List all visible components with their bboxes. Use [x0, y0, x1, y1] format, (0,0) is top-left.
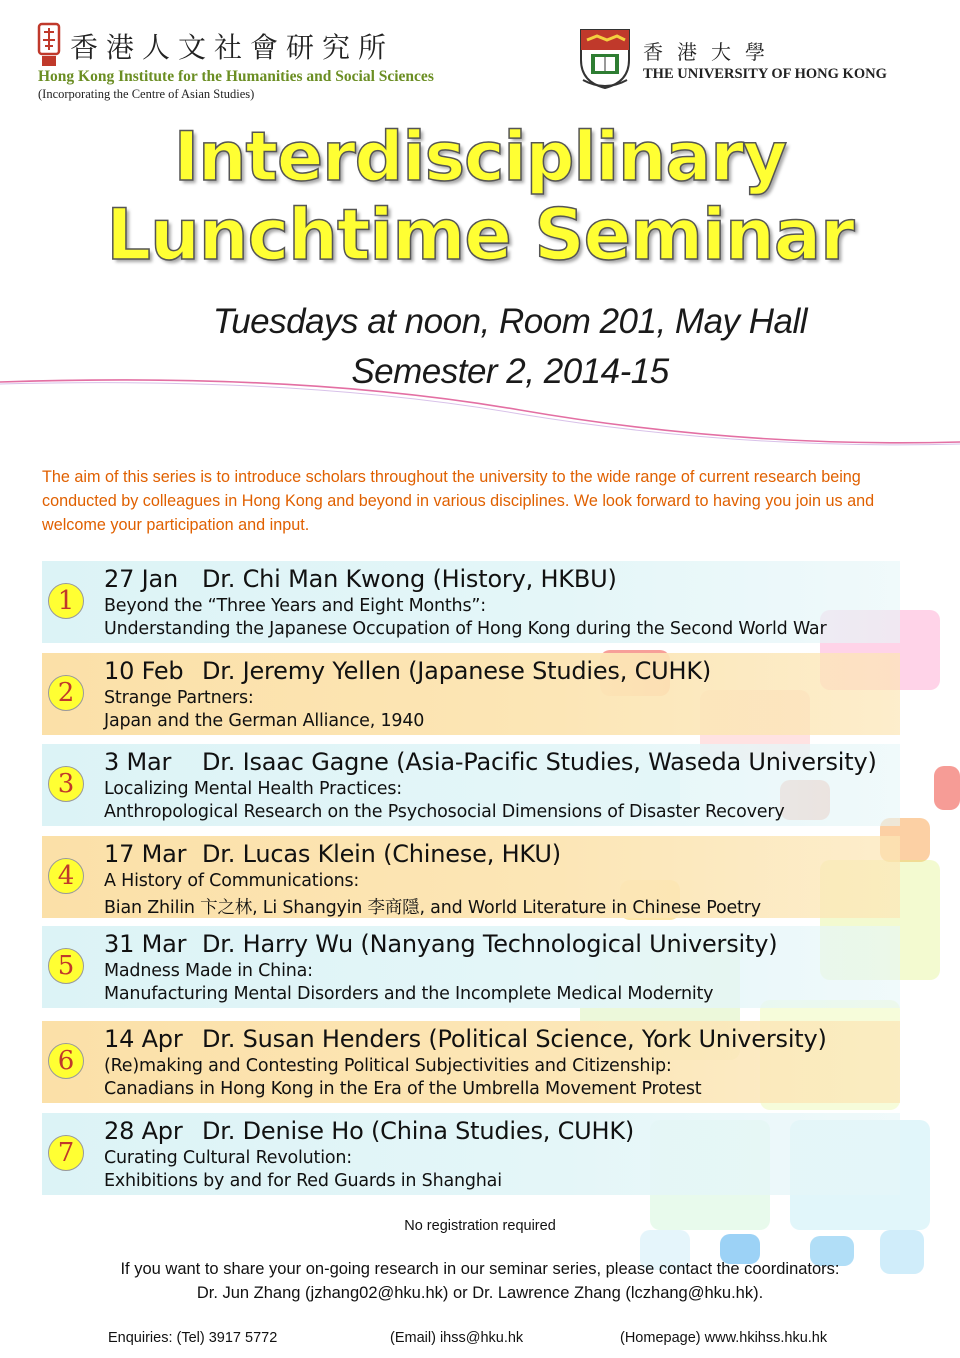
institute-seal-logo	[36, 22, 62, 68]
seminar-speaker: Dr. Chi Man Kwong (History, HKBU)	[202, 565, 617, 593]
seminar-number-badge: 6	[48, 1043, 84, 1079]
enquiries-homepage: (Homepage) www.hkihss.hku.hk	[620, 1330, 828, 1346]
seminar-number-badge: 2	[48, 675, 84, 711]
seminar-title-line-1: (Re)making and Contesting Political Subjectivities and Citizenship:	[104, 1056, 672, 1076]
seminar-speaker: Dr. Lucas Klein (Chinese, HKU)	[202, 840, 561, 868]
decor-square	[934, 766, 960, 810]
seminar-row-3	[42, 744, 900, 826]
seminar-date: 14 Apr	[104, 1025, 183, 1053]
share-line-1: If you want to share your on-going research in our seminar series, please contact the coordinators:	[120, 1260, 840, 1278]
seminar-heading	[104, 840, 561, 868]
seminar-date: 10 Feb	[104, 657, 184, 685]
title-line-2: Lunchtime Seminar	[106, 194, 854, 276]
decorative-swoosh	[0, 370, 960, 450]
seminar-row-2	[42, 653, 900, 735]
seminar-date: 31 Mar	[104, 930, 187, 958]
seminar-row-6	[42, 1021, 900, 1103]
enquiries-email: (Email) ihss@hku.hk	[390, 1330, 524, 1346]
seminar-row-1	[42, 561, 900, 643]
institute-english-name: Hong Kong Institute for the Humanities and Social Sciences	[38, 68, 434, 85]
seminar-number-badge: 4	[48, 858, 84, 894]
hku-crest-logo	[577, 26, 633, 90]
seminar-title-line-2: Anthropological Research on the Psychosocial Dimensions of Disaster Recovery	[104, 802, 785, 822]
institute-subtitle: (Incorporating the Centre of Asian Studies)	[38, 87, 255, 101]
seminar-heading	[104, 930, 777, 958]
seminar-title-line-2: Japan and the German Alliance, 1940	[104, 711, 425, 731]
series-aim-paragraph: The aim of this series is to introduce scholars throughout the university to the wide range of current research being conducted by colleagues in Hong Kong and beyond in various disciplines. We look forward to having you join us and welcome your participation and input.	[42, 468, 875, 534]
seminar-heading	[104, 657, 711, 685]
seminar-title-line-2: Canadians in Hong Kong in the Era of the Umbrella Movement Protest	[104, 1079, 702, 1099]
seminar-row-7	[42, 1113, 900, 1195]
title-line-1: Interdisciplinary	[173, 118, 787, 197]
seminar-title-line-1: Localizing Mental Health Practices:	[104, 779, 402, 799]
seminar-date: 3 Mar	[104, 748, 172, 776]
seminar-title-line-1: A History of Communications:	[104, 871, 360, 891]
seminar-number-badge: 5	[48, 948, 84, 984]
seminar-date: 28 Apr	[104, 1117, 183, 1145]
seminar-title-line-1: Curating Cultural Revolution:	[104, 1148, 352, 1168]
seminar-row-5	[42, 926, 900, 1008]
university-english-name: THE UNIVERSITY OF HONG KONG	[643, 66, 887, 82]
seminar-heading	[104, 748, 877, 776]
schedule-line: Tuesdays at noon, Room 201, May Hall	[212, 302, 808, 341]
seminar-title-line-2: Manufacturing Mental Disorders and the Incomplete Medical Modernity	[104, 984, 714, 1004]
seminar-heading	[104, 1117, 634, 1145]
seminar-speaker: Dr. Isaac Gagne (Asia-Pacific Studies, Waseda University)	[202, 748, 877, 776]
seminar-title-line-1: Madness Made in China:	[104, 961, 313, 981]
seminar-title-line-1: Beyond the “Three Years and Eight Months”:	[104, 596, 486, 616]
seminar-speaker: Dr. Susan Henders (Political Science, York University)	[202, 1025, 827, 1053]
seminar-heading	[104, 1025, 827, 1053]
seminar-title-line-2: Bian Zhilin 卞之林, Li Shangyin 李商隱, and World Literature in Chinese Poetry	[104, 898, 761, 918]
seminar-title-line-2: Understanding the Japanese Occupation of Hong Kong during the Second World War	[104, 619, 827, 639]
seminar-heading	[104, 565, 617, 593]
share-line-2: Dr. Jun Zhang (jzhang02@hku.hk) or Dr. Lawrence Zhang (lczhang@hku.hk).	[196, 1284, 764, 1302]
seminar-speaker: Dr. Denise Ho (China Studies, CUHK)	[202, 1117, 635, 1145]
seminar-row-4	[42, 836, 900, 918]
seminar-speaker: Dr. Harry Wu (Nanyang Technological University)	[202, 930, 778, 958]
institute-chinese-name: 香港人文社會研究所	[70, 31, 395, 64]
university-chinese-name: 香港大學	[643, 40, 779, 64]
enquiries-phone: Enquiries: (Tel) 3917 5772	[108, 1330, 278, 1346]
seminar-number-badge: 3	[48, 766, 84, 802]
share-research-note	[0, 1257, 960, 1305]
seminar-speaker: Dr. Jeremy Yellen (Japanese Studies, CUHK)	[202, 657, 712, 685]
seminar-number-badge: 7	[48, 1135, 84, 1171]
no-registration-note: No registration required	[404, 1218, 556, 1234]
seminar-date: 17 Mar	[104, 840, 187, 868]
seminar-date: 27 Jan	[104, 565, 178, 593]
semester-line: Semester 2, 2014-15	[351, 352, 669, 391]
seminar-title-line-2: Exhibitions by and for Red Guards in Shanghai	[104, 1171, 502, 1191]
seminar-title-line-1: Strange Partners:	[104, 688, 254, 708]
seminar-number-badge: 1	[48, 583, 84, 619]
